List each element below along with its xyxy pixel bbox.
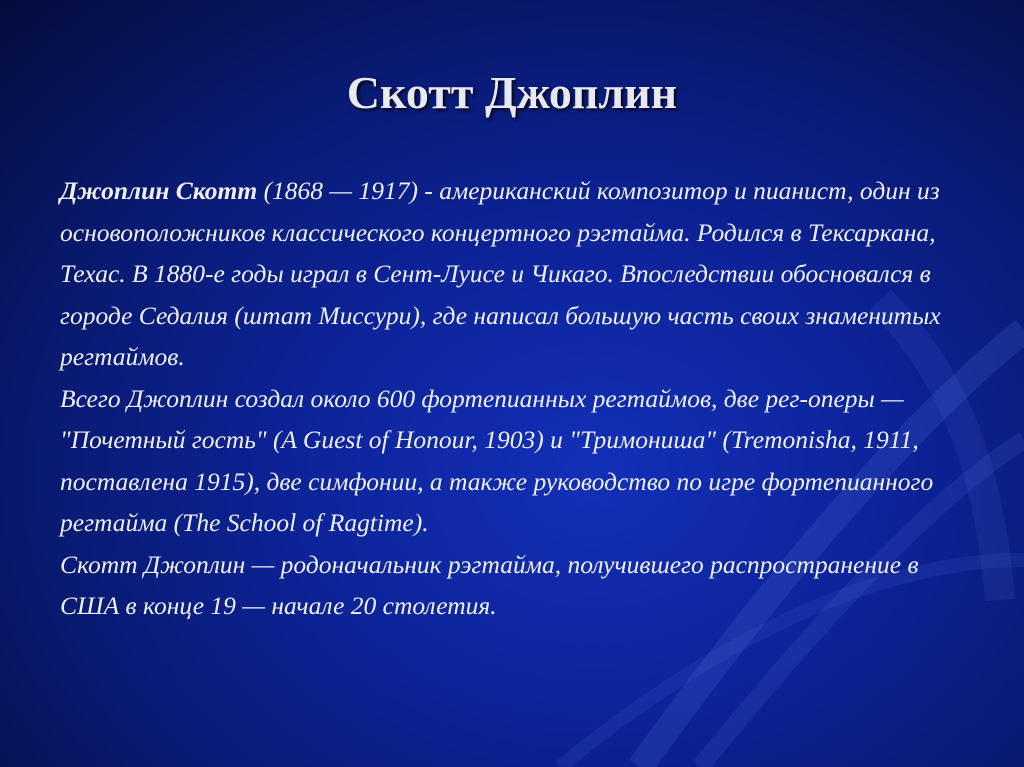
- works-paragraph: Всего Джоплин создал около 600 фортепианных регтаймов, две рег-оперы — "Почетный гость" (A Guest of Honour, 1903) и "Тримониша" (Tremonisha, 1911, поставлена 1915), две симфонии, а также руководство по игре фортепианного регтайма (The School of Ragtime).: [60, 383, 934, 537]
- paragraph-lead-name: Джоплин Скотт: [60, 176, 258, 205]
- paragraph-text: (1868 — 1917) - американский композитор и пианист, один из основоположников классического концертного рэгтайма. Родился в Тексаркана, Техас. В 1880-е годы играл в Сент-Луисе и Чикаго. Впоследствии обосновался в городе Седалия (штат Миссури), где написал большую часть своих знаменитых регтаймов.: [60, 176, 941, 371]
- summary-paragraph: Скотт Джоплин — родоначальник рэгтайма, получившего распространение в США в конце 19 — начале 20 столетия.: [60, 549, 919, 620]
- biography-paragraph: [60, 170, 965, 378]
- slide-title: Скотт Джоплин: [346, 67, 678, 118]
- slide-body: [60, 170, 965, 627]
